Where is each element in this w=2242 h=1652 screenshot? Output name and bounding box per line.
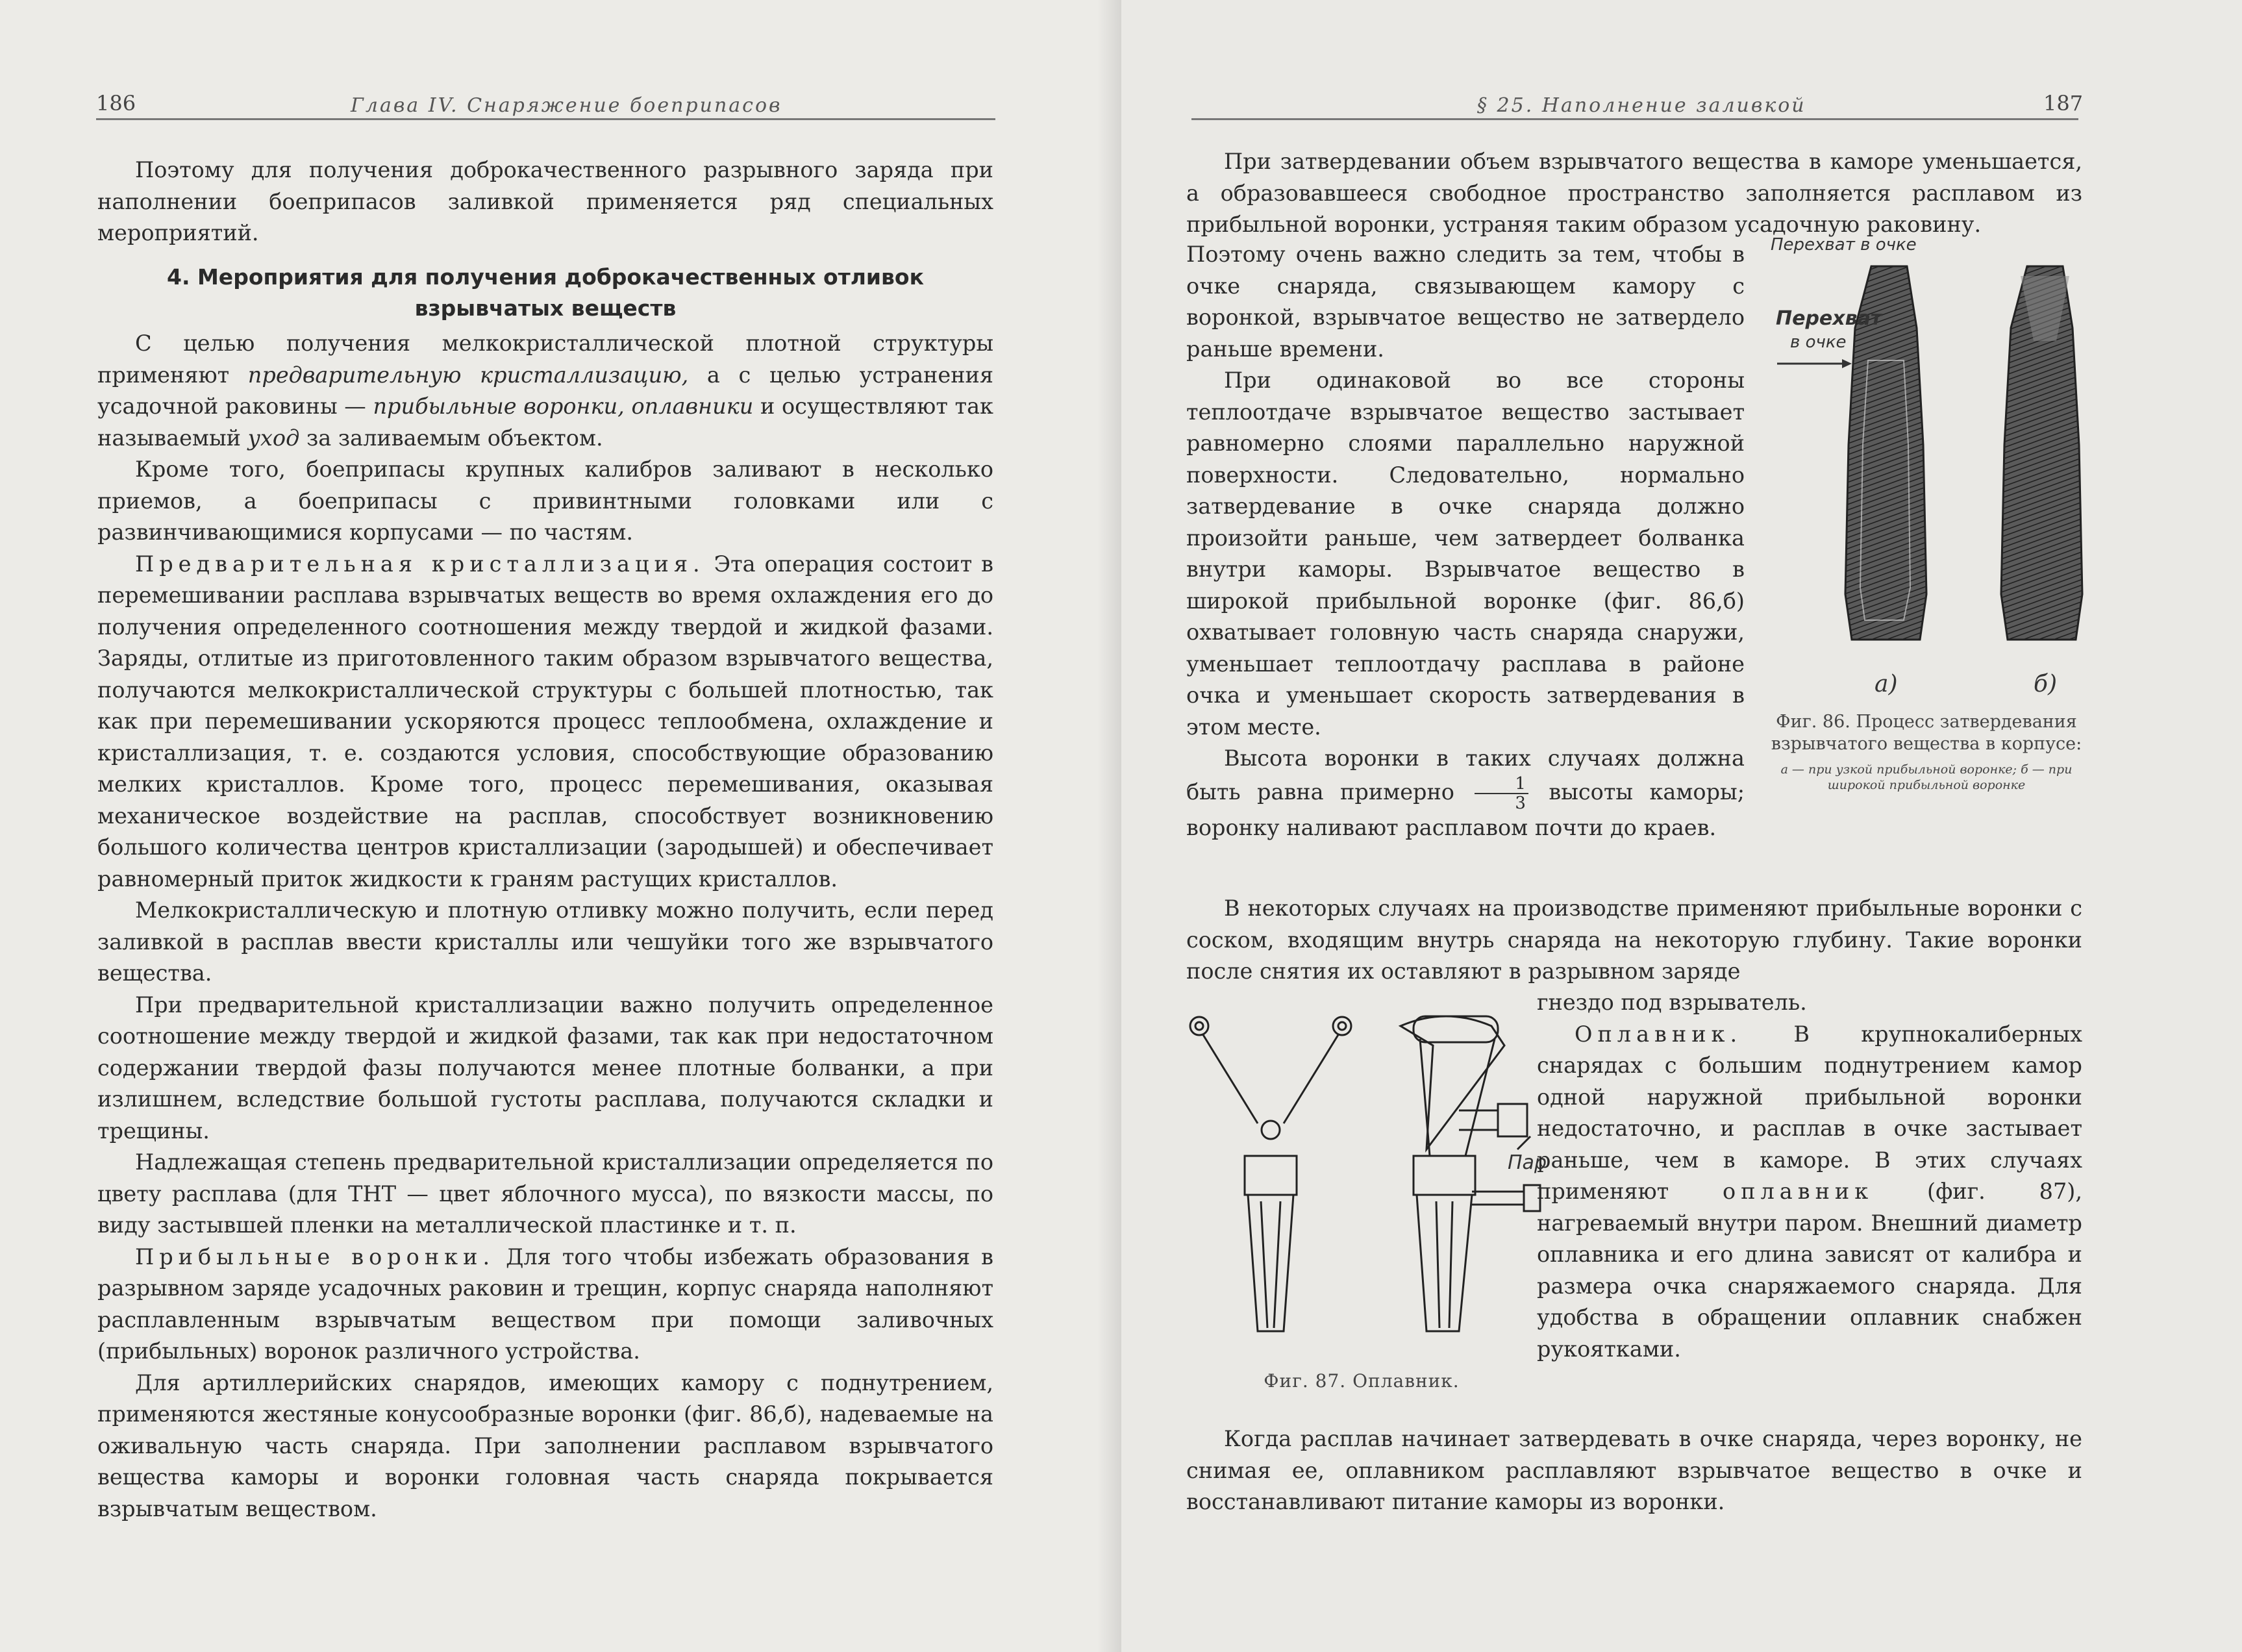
text-run: и осуществляют так называемый xyxy=(97,394,993,451)
caption-main: Фиг. 86. Процесс затвердевания взрывчатого вещества в корпусе: xyxy=(1771,712,2082,754)
paragraph: В некоторых случаях на производстве применяют прибыльные воронки с соском, входящим внутрь снаряда на некоторую глубину. Такие воронки после снятия их оставляют в разрывном заряде xyxy=(1186,895,2082,984)
text-run: Высота воронки в таких случаях должна быть равна примерно xyxy=(1186,745,1745,805)
paragraph: При одинаковой во все стороны теплоотдаче взрывчатое вещество застывает равномерно слоями параллельно наружной поверхности. Следовательно, нормально затвердевание в очке снаряда должно произойти раньше, чем затвердеет болванка внутри каморы. Взрывчатое вещество в широкой прибыльной воронке (фиг. 86,б) охватывает головную часть снаряда снаружи, уменьшает теплоотдачу расплава в районе очка и уменьшает скорость затвердевания в этом месте. xyxy=(1186,368,1745,740)
text-run: Эта операция состоит в перемешивании расплава взрывчатых веществ во время охлаждения его до получения определенного соотношения между твердой и жидкой фазами. Заряды, отлитые из приготовленного таким образом взрывчатого вещества, получаются мелкокристаллической структуры с большей плотностью, так как при перемешивании ускоряются процесс теплообмена, охлаждение и кристаллизация, т. е. создаются условия, способствующие образованию мелких кристаллов. Кроме того, процесс перемешивания, оказывая механическое воздействие на расплав, способствует возникновению большого количества центров кристаллизации (зародышей) и обеспечивает равномерный приток жидкости к граням растущих кристаллов. xyxy=(97,551,993,892)
figure-86 xyxy=(1771,235,2108,724)
page-number-left: 186 xyxy=(96,91,136,116)
right-side-column-2 xyxy=(1537,987,2082,1365)
paragraph: Когда расплав начинает затвердевать в очке снаряда, через воронку, не снимая ее, оплавником расплавляют взрывчатое вещество в очке и восстанавливают питание каморы из воронки. xyxy=(1186,1426,2082,1514)
right-p6 xyxy=(1186,1423,2082,1518)
left-body-text xyxy=(97,328,993,1525)
text-run: В крупнокалиберных снарядах с большим поднутрением камор одной наружной прибыльной воронки недостаточно, и расплав в очке застывает раньше, чем в каморе. В этих случаях применяют xyxy=(1537,1021,2082,1204)
paragraph: Надлежащая степень предварительной кристаллизации определяется по цвету расплава (для ТНТ — цвет яблочного мусса), по вязкости массы, по виду застывшей пленки на металлической пластинке и т. п. xyxy=(97,1149,993,1238)
emphasis: прибыльные воронки, оплавники xyxy=(373,394,754,419)
paragraph xyxy=(97,1242,993,1368)
text-run: Для того чтобы избежать образования в разрывном заряде усадочных раковин и трещин, корпус снаряда наполняют расплавленным взрывчатым веществом при помощи заливочных (прибыльных) воронок различного устройства. xyxy=(97,1244,993,1364)
emphasis: уход xyxy=(247,425,300,451)
label-constriction: Перехват в очке xyxy=(1771,235,1917,255)
paragraph: Поэтому для получения доброкачественного разрывного заряда при наполнении боеприпасов заливкой применяется ряд специальных мероприятий. xyxy=(97,157,993,245)
paragraph: Кроме того, боеприпасы крупных калибров заливают в несколько приемов, а боеприпасы с привинтными головками или с развинчивающимися корпусами — по частям. xyxy=(97,457,993,545)
paragraph xyxy=(97,549,993,895)
paragraph xyxy=(97,328,993,454)
text-run: за заливаемым объектом. xyxy=(299,425,603,451)
section-heading: 4. Мероприятия для получения доброкачественных отливок взрывчатых веществ xyxy=(166,264,925,321)
shell-b-drawing xyxy=(2001,266,2082,640)
right-side-column xyxy=(1186,239,1745,844)
caption-main: Фиг. 87. Оплавник. xyxy=(1264,1370,1460,1392)
paragraph: Поэтому очень важно следить за тем, чтобы в очке снаряда, связывающем камору с воронкой, взрывчатое вещество не затвердело раньше времени. xyxy=(1186,242,1745,362)
fig86-caption xyxy=(1771,711,2082,793)
fraction-denominator: 3 xyxy=(1515,793,1526,813)
figure-87 xyxy=(1180,1007,1547,1370)
text-run: С целью получения мелкокристаллической плотной структуры применяют xyxy=(97,331,993,388)
paragraph: гнездо под взрыватель. xyxy=(1537,990,1807,1015)
caption-sub: а — при узкой прибыльной воронке; б — при широкой прибыльной воронке xyxy=(1780,762,2073,792)
right-p1-top xyxy=(1186,146,2082,241)
paragraph: Для артиллерийских снарядов, имеющих камору с поднутрением, применяются жестяные конусообразные воронки (фиг. 86,б), надеваемые на оживальную часть снаряда. При заполнении расплавом взрывчатого вещества каморы и воронки головная часть снаряда покрывается взрывчатым веществом. xyxy=(97,1370,993,1521)
label-steam: Пар xyxy=(1508,1151,1547,1174)
label-b: б) xyxy=(2034,671,2058,697)
oplavnik-left-drawing xyxy=(1190,1017,1351,1331)
text-run: а с целью устранения усадочной раковины — xyxy=(97,362,994,419)
paragraph xyxy=(1186,743,1745,844)
paragraph: При затвердевании объем взрывчатого вещества в каморе уменьшается, а образовавшееся свободное пространство заполняется расплавом из прибыльной воронки, устраняя таким образом усадочную раковину. xyxy=(1186,149,2082,237)
text-run: (фиг. 87), нагреваемый внутри паром. Внешний диаметр оплавника и его длина зависят от калибра и размера очка снаряжаемого снаряда. Для удобства в обращении оплавник снабжен рукоятками. xyxy=(1537,1179,2082,1362)
paragraph: Мелкокристаллическую и плотную отливку можно получить, если перед заливкой в расплав ввести кристаллы или чешуйки того же взрывчатого вещества. xyxy=(97,897,993,986)
fig87-caption xyxy=(1232,1370,1491,1392)
header-rule-left xyxy=(96,118,995,120)
header-rule-right xyxy=(1191,118,2078,120)
fraction xyxy=(1475,775,1528,812)
label-constriction-line2: в очке xyxy=(1790,332,1847,352)
right-page xyxy=(1121,0,2242,1652)
term: Прибыльные воронки. xyxy=(135,1244,495,1270)
label-a: а) xyxy=(1875,671,1898,697)
arrow-head xyxy=(1842,359,1852,368)
page-number-right: 187 xyxy=(2043,91,2084,116)
term: оплавник xyxy=(1722,1179,1874,1204)
text-run: высоты каморы; воронку наливают расплавом почти до краев. xyxy=(1186,779,1745,840)
intro-paragraph xyxy=(97,155,993,249)
term: Предварительная кристаллизация. xyxy=(135,551,705,577)
label-constriction-line1: Перехват xyxy=(1776,307,1882,330)
paragraph: При предварительной кристаллизации важно получить определенное соотношение между твердой и жидкой фазами, так как при недостаточном содержании твердой фазы получаются менее плотные болванки, а при излишнем, вследствие большой густоты расплава, получаются складки и трещины. xyxy=(97,992,993,1144)
paragraph xyxy=(1537,1019,2082,1366)
right-p4 xyxy=(1186,893,2082,988)
fraction-numerator: 1 xyxy=(1475,775,1528,794)
running-title-left: Глава IV. Снаряжение боеприпасов xyxy=(351,94,782,117)
emphasis: предварительную кристаллизацию, xyxy=(247,362,689,388)
running-title-right: § 25. Наполнение заливкой xyxy=(1477,94,1806,117)
term: Оплавник. xyxy=(1575,1021,1743,1047)
